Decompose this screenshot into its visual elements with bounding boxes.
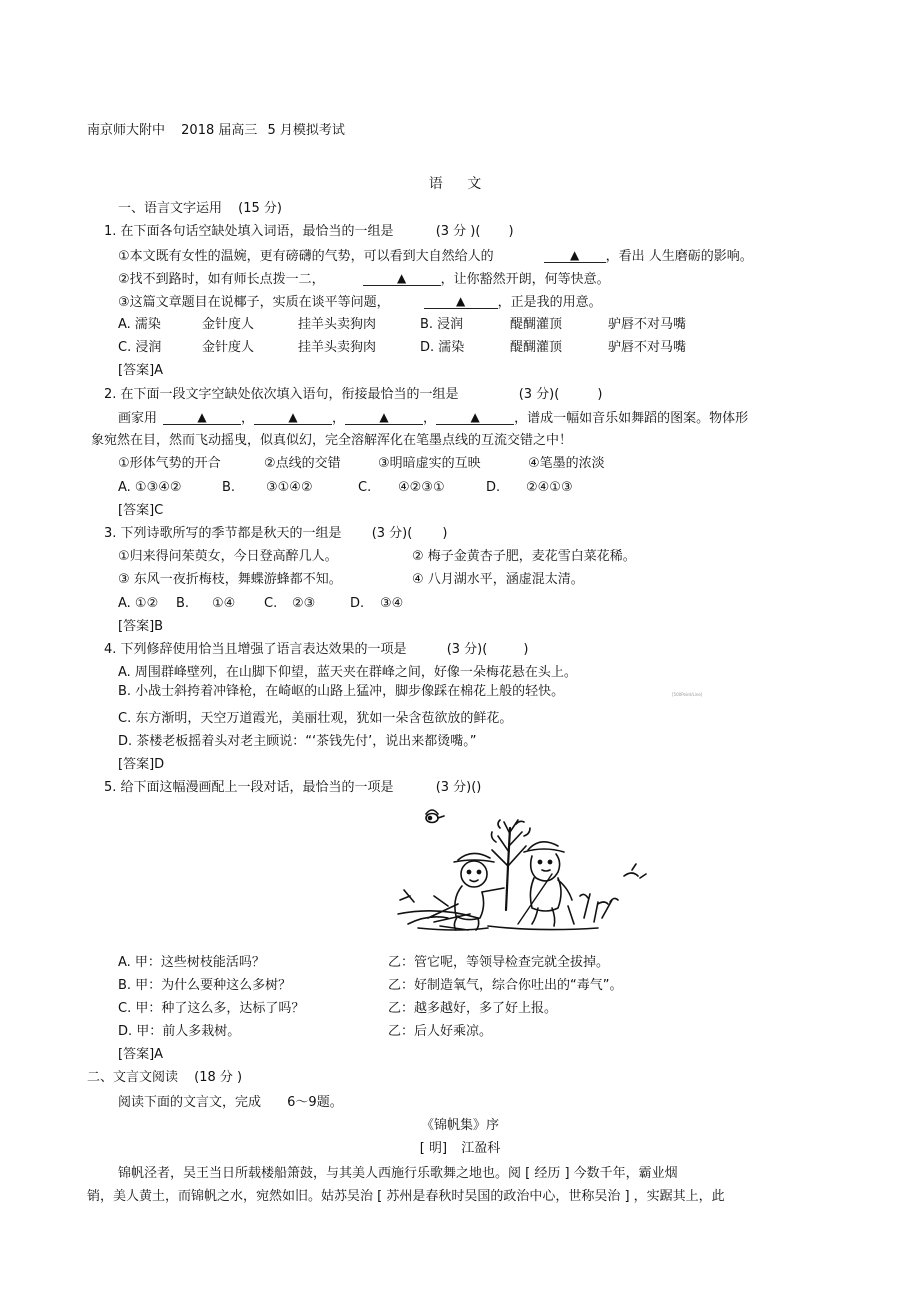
passage-line-2: 销，美人黄土，而锦帆之水，宛然如旧。姑苏吴治 [ 苏州是春秋时吴国的政治中心，世称吴治 ] ，实踞其上，此: [87, 1189, 725, 1204]
q2-p1-start: 画家用: [118, 411, 158, 426]
q2-passage-line-1: [118, 410, 748, 427]
q1-optD-3: 驴唇不对马嘴: [608, 340, 687, 355]
q4-margin-note: [500Point/Line]: [672, 692, 703, 697]
q3-score: (3 分)(: [371, 526, 413, 541]
q2-optC: ④②③①: [398, 480, 445, 495]
q4-score: (3 分)(: [446, 642, 488, 657]
q3-line-2: ② 梅子金黄杏子肥，麦花雪白菜花稀。: [412, 549, 636, 564]
q2-optA: A. ①③④②: [118, 480, 182, 495]
q2-blank-3[interactable]: [345, 410, 423, 425]
blank-marker: ▲: [570, 248, 580, 262]
q5-a-jia: A. 甲：这些树枝能活吗？: [118, 955, 265, 970]
q3-optC-label: C.: [264, 596, 278, 611]
q1-s2-tail: ，让你豁然开朗，何等快意。: [440, 272, 610, 287]
q3-optD: ③④: [380, 596, 404, 611]
q3-optD-label: D.: [350, 596, 365, 611]
q4-option-b: B. 小战士斜挎着冲锋枪，在崎岖的山路上猛冲，脚步像踩在棉花上般的轻快。: [118, 684, 565, 699]
q5-b-jia: B. 甲：为什么要种这么多树？: [118, 978, 292, 993]
q5-c-yi: 乙：越多越好，多了好上报。: [388, 1001, 558, 1016]
reading-intro-range: 6～9题。: [287, 1095, 343, 1110]
q1-sentence-2: [118, 271, 610, 288]
q4-answer: [答案]D: [118, 757, 165, 772]
q2-optB-label: B.: [222, 480, 236, 495]
reading-intro: [118, 1095, 343, 1111]
q1-blank-3[interactable]: [424, 294, 498, 309]
q5-stem-text: 5. 给下面这幅漫画配上一段对话，最恰当的一项是: [104, 780, 394, 795]
q2-comma: ，: [241, 411, 255, 426]
q1-sentence-1: [118, 248, 753, 265]
q2-blank-4[interactable]: [436, 410, 514, 425]
q2-optD-label: D.: [486, 480, 501, 495]
q3-line-1: ①归来得问茱萸女，今日登高醉几人。: [118, 549, 338, 564]
q1-s2-text: ②找不到路时，如有师长点拨一二，: [118, 272, 325, 287]
q2-score: (3 分)(: [518, 387, 560, 402]
q2-blank-1[interactable]: [163, 410, 241, 425]
q4-option-d: D. 茶楼老板摇着头对老主顾说：“‘茶钱先付’，说出来都烫嘴。”: [118, 734, 477, 749]
q2-stem: [104, 387, 602, 403]
q2-stem-text: 2. 在下面一段文字空缺处依次填入语句，衔接最恰当的一组是: [104, 387, 459, 402]
q2-comma: ，: [423, 411, 437, 426]
q2-passage-line-2: 象宛然在目，然而飞动摇曳，似真似幻，完全溶解浑化在笔墨点线的互流交错之中！: [91, 433, 573, 448]
q2-optC-label: C.: [358, 480, 372, 495]
q2-p1-end: ，谱成一幅如音乐如舞蹈的图案。物体形: [514, 411, 749, 426]
q1-optD-1: D. 濡染: [420, 340, 465, 355]
q1-stem: [104, 224, 514, 240]
q3-optB: ①④: [212, 596, 236, 611]
q1-blank-1[interactable]: [544, 248, 606, 263]
q3-optC: ②③: [292, 596, 316, 611]
q5-d-yi: 乙：后人好乘凉。: [388, 1024, 493, 1039]
q1-optA-3: 挂羊头卖狗肉: [298, 317, 377, 332]
q2-blank-2[interactable]: [254, 410, 332, 425]
man-right-icon: [518, 842, 572, 926]
passage-author-name: 江盈科: [461, 1141, 501, 1156]
q2-optB: ③①④②: [266, 480, 313, 495]
section-1-score: (15 分): [238, 201, 282, 216]
school-name: 南京师大附中: [87, 123, 166, 138]
q3-line-3: ③ 东风一夜折梅枝，舞蝶游蜂都不知。: [118, 572, 342, 587]
q4-option-a: A. 周围群峰壁列，在山脚下仰望，蓝天夹在群峰之间，好像一朵梅花悬在头上。: [118, 665, 577, 680]
section-2-heading: [87, 1070, 242, 1086]
grade-year: 2018 届高三: [181, 123, 258, 138]
passage-title: 《锦帆集》序: [420, 1118, 499, 1133]
passage-author: [0, 1141, 920, 1157]
exam-header: [87, 123, 345, 139]
q5-a-yi: 乙：管它呢，等领导检查完就全拔掉。: [388, 955, 610, 970]
section-1-title: 一、语言文字运用: [118, 201, 223, 216]
man-left-icon: [454, 853, 504, 930]
reading-intro-text: 阅读下面的文言文，完成: [118, 1095, 262, 1110]
q1-optC-3: 挂羊头卖狗肉: [298, 340, 377, 355]
q2-comma: ，: [332, 411, 346, 426]
q5-score: (3 分)(): [435, 780, 482, 795]
blank-marker: ▲: [379, 410, 389, 424]
q1-paren: ): [508, 224, 514, 239]
q2-item-2: ②点线的交错: [264, 456, 341, 471]
q5-b-yi: 乙：好制造氧气，综合你吐出的“毒气”。: [388, 978, 623, 993]
q5-stem: [104, 780, 481, 796]
section-1-heading: [118, 201, 282, 217]
q1-s3-text: ③这篇文章题目在说椰子，实质在谈平等问题，: [118, 295, 390, 310]
q3-answer: [答案]B: [118, 619, 164, 634]
q2-optD: ②④①③: [526, 480, 573, 495]
q1-s3-tail: ，正是我的用意。: [497, 295, 602, 310]
q2-item-3: ③明暗虚实的互映: [378, 456, 481, 471]
q3-stem-text: 3. 下列诗歌所写的季节都是秋天的一组是: [104, 526, 342, 541]
q1-optD-2: 醍醐灌顶: [510, 340, 563, 355]
q1-optB-1: B. 浸润: [420, 317, 464, 332]
q1-optA-1: A. 濡染: [118, 317, 161, 332]
q3-optB-label: B.: [176, 596, 190, 611]
q5-d-jia: D. 甲：前人多栽树。: [118, 1024, 241, 1039]
q4-stem-text: 4. 下列修辞使用恰当且增强了语言表达效果的一项是: [104, 642, 407, 657]
q2-item-1: ①形体气势的开合: [118, 456, 221, 471]
bee-icon: [426, 810, 444, 823]
q4-option-c: C. 东方渐明，天空万道霞光，美丽壮观，犹如一朵含苞欲放的鲜花。: [118, 711, 513, 726]
q1-stem-text: 1. 在下面各句话空缺处填入词语，最恰当的一组是: [104, 224, 394, 239]
q3-line-4: ④ 八月湖水平，涵虚混太清。: [412, 572, 584, 587]
q1-blank-2[interactable]: [363, 271, 441, 286]
q4-paren: ): [523, 642, 529, 657]
q1-s1-tail: ，看出 人生磨砺的影响。: [605, 249, 753, 264]
section-2-score: (18 分 ): [194, 1070, 243, 1085]
q3-optA: A. ①②: [118, 596, 159, 611]
q1-answer: [答案]A: [118, 363, 164, 378]
subject-title: 语 文: [428, 176, 492, 192]
q5-c-jia: C. 甲：种了这么多，达标了吗？: [118, 1001, 305, 1016]
blank-marker: ▲: [470, 410, 480, 424]
q2-answer: [答案]C: [118, 503, 164, 518]
q3-paren: ): [442, 526, 448, 541]
passage-line-1: 锦帆泾者，吴王当日所载楼船箫鼓，与其美人西施行乐歌舞之地也。阅 [ 经历 ] 今数千年，霸业烟: [118, 1166, 678, 1181]
q1-score: (3 分 )(: [435, 224, 481, 239]
exam-name: 5 月模拟考试: [267, 123, 345, 138]
q4-stem: [104, 642, 528, 658]
blank-marker: ▲: [197, 410, 207, 424]
q1-optA-2: 金针度人: [202, 317, 255, 332]
q3-stem: [104, 526, 447, 542]
q2-paren: ): [597, 387, 603, 402]
passage-dynasty: [ 明]: [419, 1141, 448, 1156]
q1-optC-1: C. 浸润: [118, 340, 162, 355]
q1-optB-2: 醍醐灌顶: [510, 317, 563, 332]
cartoon-illustration: [388, 806, 658, 946]
blank-marker: ▲: [456, 294, 466, 308]
q1-sentence-3: [118, 294, 602, 311]
q1-optB-3: 驴唇不对马嘴: [608, 317, 687, 332]
q5-answer: [答案]A: [118, 1047, 164, 1062]
sapling-icon: [506, 828, 510, 910]
blank-marker: ▲: [288, 410, 298, 424]
q1-optC-2: 金针度人: [202, 340, 255, 355]
q1-s1-text: ①本文既有女性的温婉，更有磅礴的气势，可以看到大自然给人的: [118, 249, 494, 264]
blank-marker: ▲: [397, 271, 407, 285]
section-2-title: 二、文言文阅读: [87, 1070, 179, 1085]
q2-item-4: ④笔墨的浓淡: [528, 456, 605, 471]
